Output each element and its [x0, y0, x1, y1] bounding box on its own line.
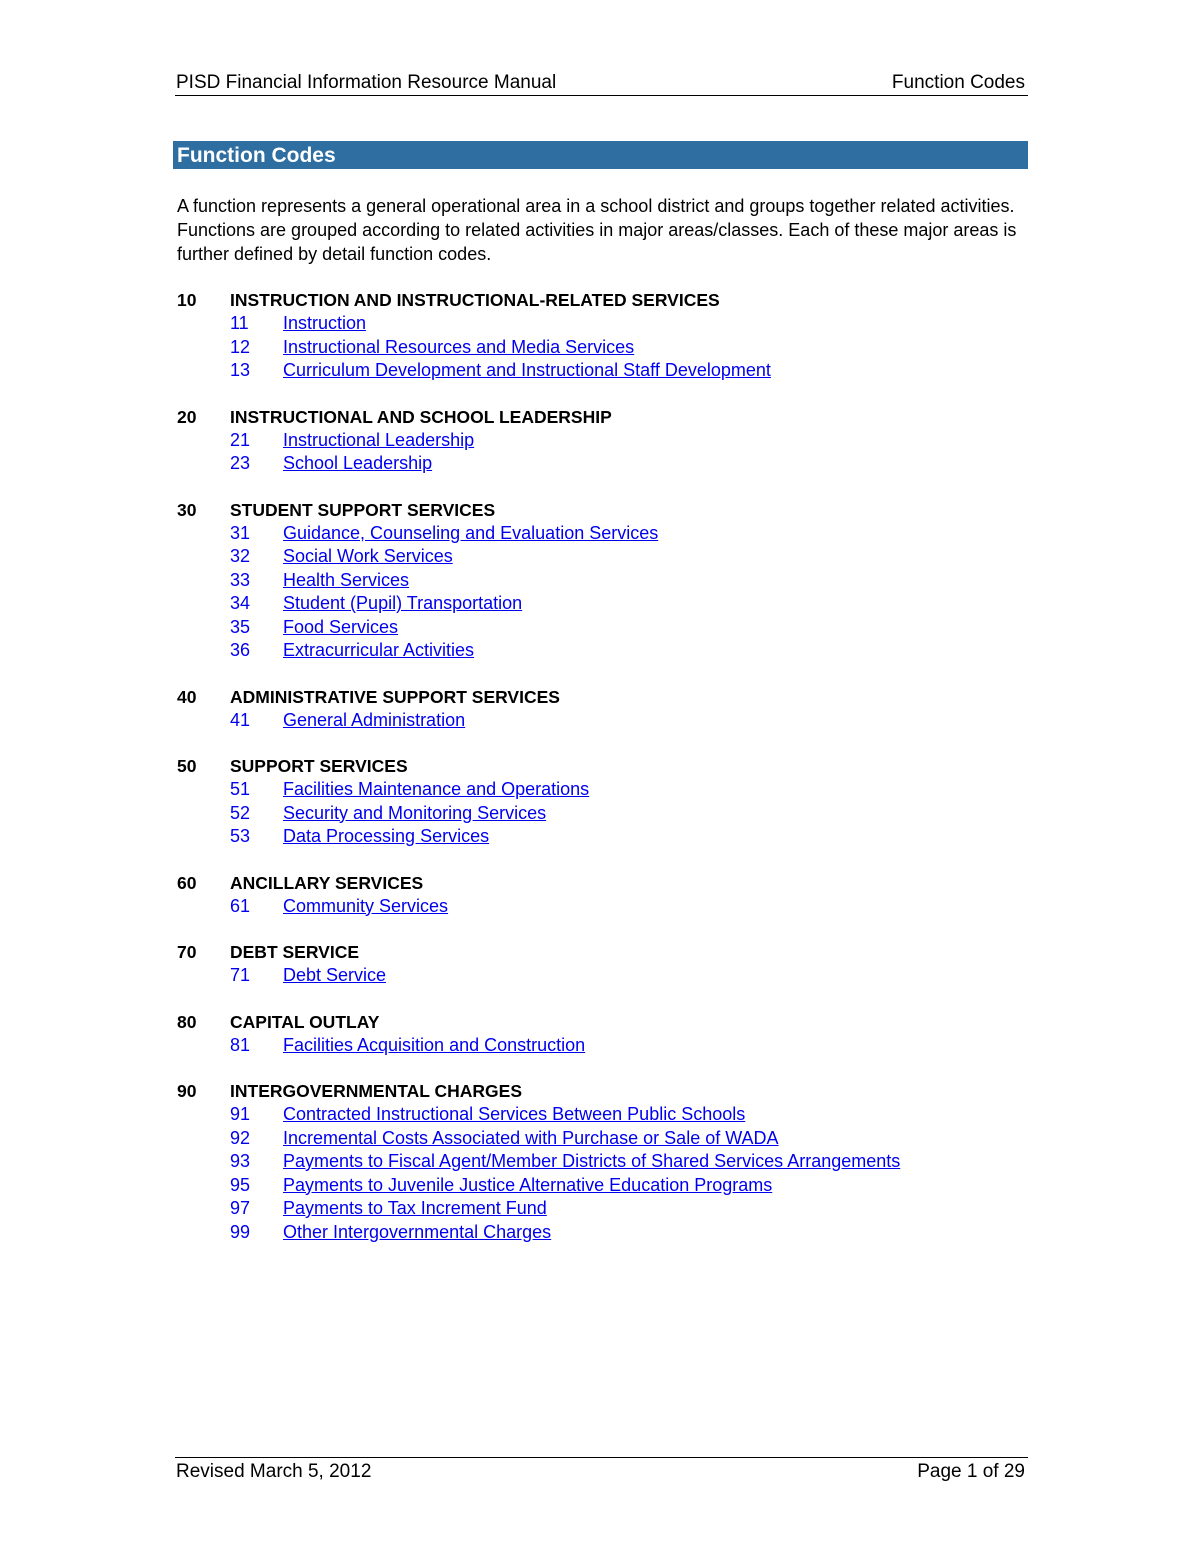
sub-function-list: [177, 778, 1027, 849]
function-code-number: 71: [230, 965, 251, 985]
page-header: [175, 70, 1028, 96]
function-code-label: General Administration: [283, 709, 466, 730]
function-code-number: 81: [230, 1034, 251, 1055]
section-title: INTERGOVERNMENTAL CHARGES: [230, 1081, 523, 1101]
sub-function-list: [177, 895, 1027, 919]
function-code-label: Food Services: [283, 616, 399, 637]
section-title: STUDENT SUPPORT SERVICES: [230, 499, 496, 520]
function-code-number: 32: [230, 546, 251, 566]
function-code-label: Instruction: [283, 313, 367, 333]
section-heading: [177, 940, 1027, 964]
sub-function-list: [177, 1103, 1027, 1244]
function-code-link[interactable]: [230, 1174, 772, 1198]
function-code-number: 11: [230, 313, 249, 333]
footer-page-number: Page 1 of 29: [917, 1461, 1025, 1482]
function-code-link[interactable]: [230, 1221, 551, 1245]
function-code-link[interactable]: [230, 778, 589, 802]
section-code: 40: [177, 686, 197, 707]
function-code-link[interactable]: [230, 336, 634, 360]
function-code-link[interactable]: [230, 429, 474, 453]
function-code-number: 34: [230, 593, 251, 613]
section-title: ANCILLARY SERVICES: [230, 872, 424, 893]
intro-paragraph: A function represents a general operational area in a school district and groups together related activities. Functions are grouped according to related activities in major areas/classes. Each of these major areas is further defined by detail function codes.: [177, 196, 1017, 264]
sub-function-list: [177, 964, 1027, 988]
function-code-link[interactable]: [230, 639, 474, 663]
function-code-sections: [177, 288, 1027, 1266]
section-title: SUPPORT SERVICES: [230, 756, 408, 776]
function-code-number: 51: [230, 779, 251, 799]
section-code: 20: [177, 406, 197, 427]
function-code-number: 99: [230, 1221, 251, 1242]
function-code-number: 53: [230, 826, 251, 846]
function-code-number: 35: [230, 616, 251, 637]
function-code-link[interactable]: [230, 802, 546, 826]
function-code-link[interactable]: [230, 569, 409, 593]
sub-function-list: [177, 522, 1027, 663]
section-heading: [177, 754, 1027, 778]
section-code: 90: [177, 1081, 197, 1101]
function-code-number: 91: [230, 1104, 251, 1124]
page-footer: [175, 1457, 1028, 1486]
function-code-link[interactable]: [230, 522, 658, 546]
function-code-link[interactable]: [230, 1150, 900, 1174]
function-code-number: 61: [230, 895, 251, 916]
function-code-link[interactable]: [230, 895, 448, 919]
function-code-number: 52: [230, 802, 251, 823]
function-section: [177, 1010, 1027, 1058]
section-title: DEBT SERVICE: [230, 942, 360, 962]
function-section: [177, 754, 1027, 849]
header-section-name: Function Codes: [891, 72, 1025, 93]
function-code-link[interactable]: [230, 1127, 779, 1151]
function-code-number: 95: [230, 1174, 251, 1195]
function-code-number: 23: [230, 453, 251, 473]
function-code-link[interactable]: [230, 452, 432, 476]
function-code-label: Extracurricular Activities: [283, 640, 475, 660]
function-code-label: Instructional Resources and Media Services: [283, 336, 635, 357]
sub-function-list: [177, 312, 1027, 383]
function-code-label: Facilities Acquisition and Construction: [283, 1034, 586, 1055]
function-code-number: 93: [230, 1151, 251, 1171]
function-code-label: Other Intergovernmental Charges: [283, 1221, 552, 1242]
footer-revision-date: Revised March 5, 2012: [176, 1461, 372, 1482]
section-heading: [177, 685, 1027, 709]
sub-function-list: [177, 429, 1027, 476]
section-code: 10: [177, 290, 197, 310]
function-section: [177, 405, 1027, 476]
sub-function-list: [177, 1034, 1027, 1058]
function-section: [177, 685, 1027, 733]
function-code-label: Social Work Services: [283, 546, 453, 566]
function-section: [177, 288, 1027, 383]
section-code: 30: [177, 499, 197, 520]
function-code-label: Guidance, Counseling and Evaluation Services: [283, 522, 659, 543]
function-code-number: 97: [230, 1198, 251, 1218]
section-title: CAPITAL OUTLAY: [230, 1011, 380, 1032]
section-heading: [177, 288, 1027, 312]
function-code-label: Facilities Maintenance and Operations: [283, 779, 590, 799]
section-code: 50: [177, 756, 197, 776]
function-section: [177, 1079, 1027, 1244]
function-section: [177, 498, 1027, 663]
function-code-number: 36: [230, 640, 251, 660]
function-code-link[interactable]: [230, 1103, 745, 1127]
function-code-link[interactable]: [230, 592, 522, 616]
function-code-label: Data Processing Services: [283, 826, 490, 846]
function-section: [177, 871, 1027, 919]
function-code-label: Instructional Leadership: [283, 429, 475, 450]
section-title: ADMINISTRATIVE SUPPORT SERVICES: [230, 686, 560, 707]
section-heading: [177, 405, 1027, 429]
function-code-link[interactable]: [230, 709, 465, 733]
function-code-label: School Leadership: [283, 453, 433, 473]
function-code-label: Contracted Instructional Services Between Public Schools: [283, 1104, 746, 1124]
function-code-label: Curriculum Development and Instructional Staff Development: [283, 360, 771, 380]
section-heading: [177, 871, 1027, 895]
function-code-number: 31: [230, 522, 251, 543]
section-heading: [177, 1079, 1027, 1103]
header-document-title: PISD Financial Information Resource Manual: [176, 72, 557, 93]
function-section: [177, 940, 1027, 988]
function-code-link[interactable]: [230, 312, 366, 336]
sub-function-list: [177, 709, 1027, 733]
section-code: 60: [177, 872, 197, 893]
function-code-number: 13: [230, 360, 251, 380]
function-code-label: Community Services: [283, 895, 449, 916]
section-title: INSTRUCTION AND INSTRUCTIONAL-RELATED SERVICES: [230, 290, 720, 310]
function-code-link[interactable]: [230, 1034, 585, 1058]
function-code-number: 92: [230, 1127, 251, 1148]
function-code-label: Payments to Tax Increment Fund: [283, 1198, 547, 1218]
function-code-number: 12: [230, 336, 251, 357]
function-code-label: Health Services: [283, 569, 410, 590]
function-code-label: Security and Monitoring Services: [283, 802, 547, 823]
function-code-label: Student (Pupil) Transportation: [283, 593, 523, 613]
section-code: 80: [177, 1011, 197, 1032]
page-title: Function Codes: [173, 141, 1028, 169]
function-code-label: Incremental Costs Associated with Purchase or Sale of WADA: [283, 1127, 779, 1148]
function-code-link[interactable]: [230, 359, 771, 383]
function-code-number: 41: [230, 709, 251, 730]
function-code-link[interactable]: [230, 616, 398, 640]
function-code-link[interactable]: [230, 1197, 547, 1221]
section-heading: [177, 1010, 1027, 1034]
function-code-number: 33: [230, 569, 251, 590]
function-code-number: 21: [230, 429, 251, 450]
section-title: INSTRUCTIONAL AND SCHOOL LEADERSHIP: [230, 406, 612, 427]
section-heading: [177, 498, 1027, 522]
section-code: 70: [177, 942, 197, 962]
function-code-label: Debt Service: [283, 965, 387, 985]
function-code-label: Payments to Juvenile Justice Alternative Education Programs: [283, 1174, 773, 1195]
function-code-link[interactable]: [230, 964, 386, 988]
function-code-label: Payments to Fiscal Agent/Member Districts of Shared Services Arrangements: [283, 1151, 901, 1171]
function-code-link[interactable]: [230, 825, 489, 849]
function-code-link[interactable]: [230, 545, 453, 569]
